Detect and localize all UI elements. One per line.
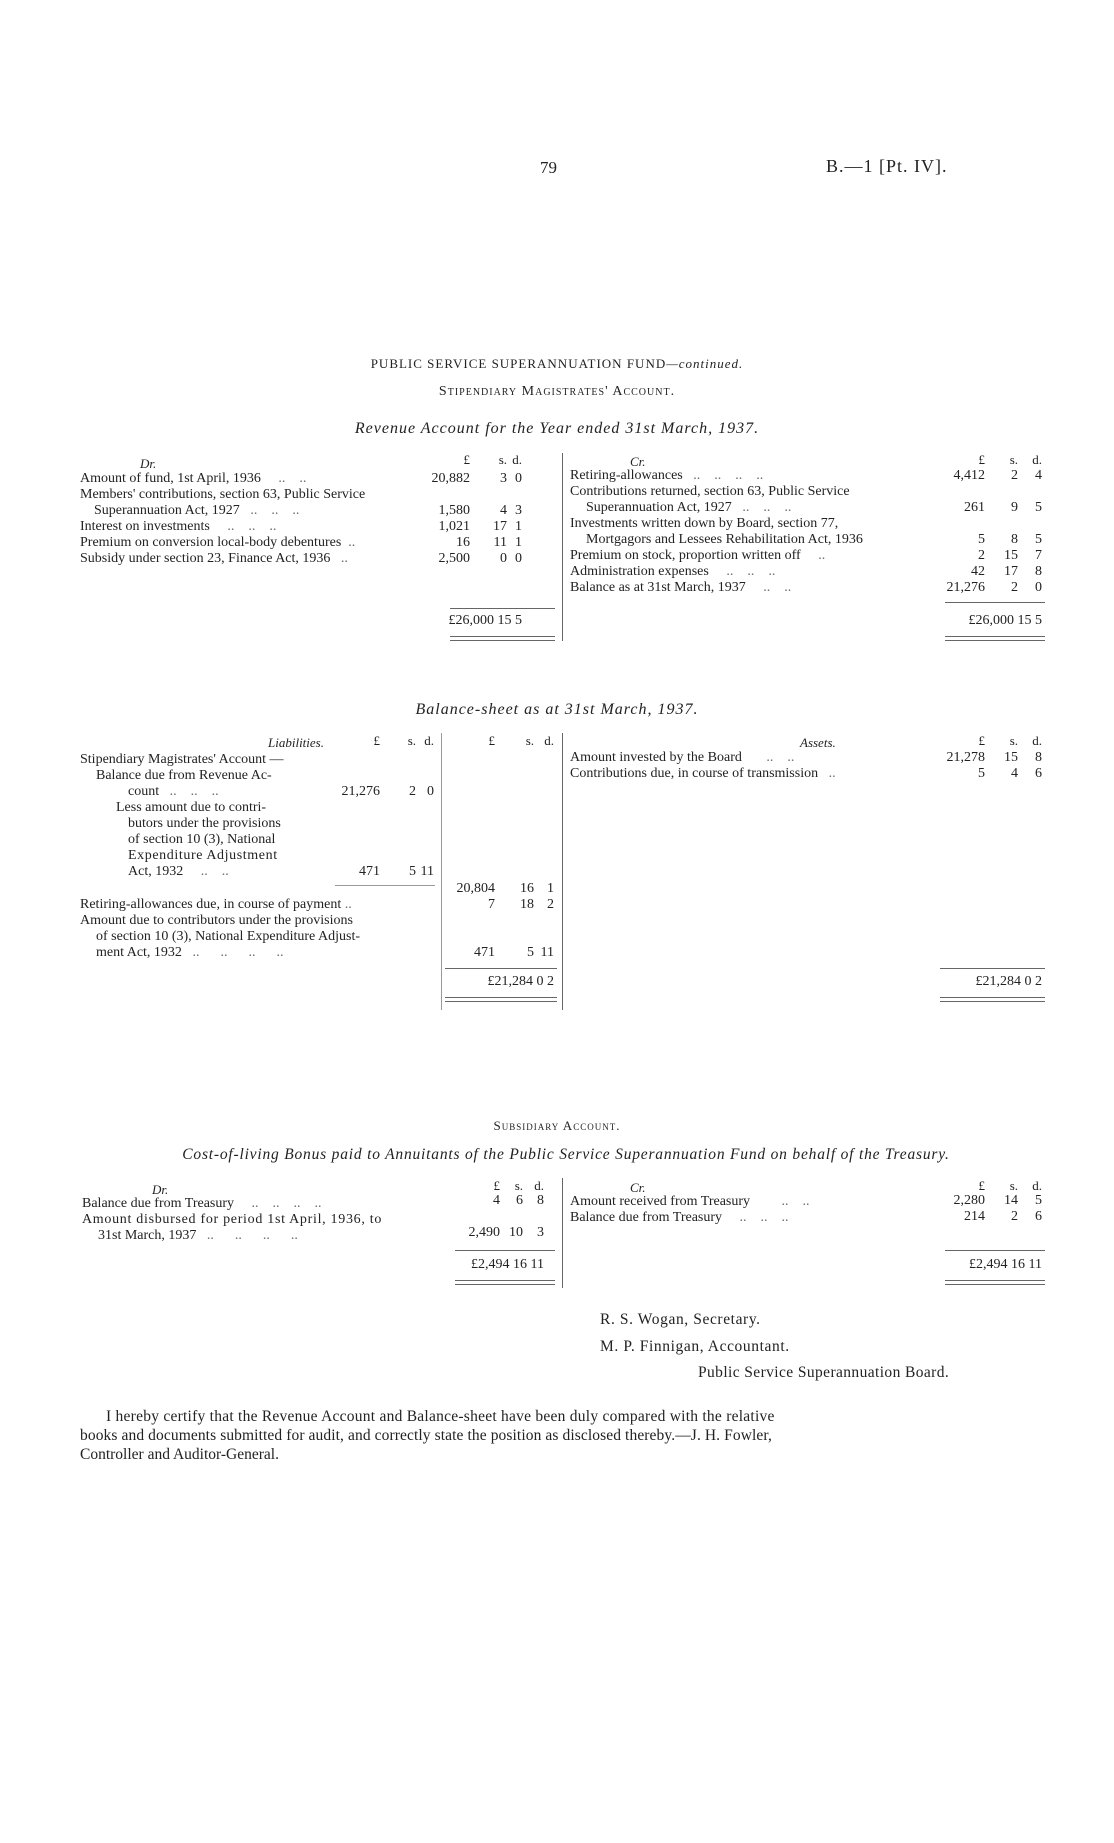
balance-liability-l: 471 xyxy=(474,945,495,960)
subsidiary-dr-d: 3 xyxy=(537,1225,544,1240)
subsidiary-cr-row: Amount received from Treasury .. .. xyxy=(570,1194,810,1209)
balance-liability-l: 471 xyxy=(359,864,380,879)
revenue-title: Revenue Account for the Year ended 31st March, 1937. xyxy=(354,420,760,437)
revenue-cr-l: 2 xyxy=(978,548,985,563)
revenue-dr-total: £26,000 15 5 xyxy=(448,613,522,628)
page-number: 79 xyxy=(540,158,557,177)
subsidiary-cr-s: 14 xyxy=(1004,1193,1018,1208)
revenue-cr-d: 7 xyxy=(1035,548,1042,563)
revenue-dr-d: 0 xyxy=(515,551,522,566)
signature-board: Public Service Superannuation Board. xyxy=(698,1364,950,1381)
revenue-cr-d: 5 xyxy=(1035,532,1042,547)
revenue-cr-row: Premium on stock, proportion written off .. xyxy=(570,548,826,563)
subsidiary-cr-col-s: s. xyxy=(1009,1178,1018,1193)
subsidiary-dr-label: Dr. xyxy=(152,1182,169,1197)
balance-liability-total: £21,284 0 2 xyxy=(487,974,554,989)
revenue-dr-total-rule xyxy=(450,608,555,609)
revenue-cr-row: Mortgagors and Lessees Rehabilitation Act, 1936 xyxy=(586,532,863,547)
balance-liability-row: Amount due to contributors under the provisions xyxy=(80,913,353,928)
subsidiary-dr-l: 4 xyxy=(493,1193,500,1208)
balance-assets-total-rule xyxy=(940,968,1045,969)
subsidiary-dr-s: 10 xyxy=(509,1225,523,1240)
revenue-dr-row: Interest on investments .. .. .. xyxy=(80,519,277,534)
revenue-cr-row: Administration expenses .. .. .. xyxy=(570,564,776,579)
balance-asset-d: 8 xyxy=(1035,750,1042,765)
revenue-dr-s: 17 xyxy=(493,519,507,534)
balance-inner-col-s: s. xyxy=(407,733,416,748)
balance-liability-d: 2 xyxy=(547,897,554,912)
balance-liability-row: count .. .. .. xyxy=(128,784,219,799)
subsidiary-dr-total-rule xyxy=(455,1250,555,1251)
revenue-dr-s: 4 xyxy=(500,503,507,518)
revenue-dr-col-l: £ xyxy=(463,452,470,467)
subsidiary-cr-s: 2 xyxy=(1011,1209,1018,1224)
revenue-dr-s: 0 xyxy=(500,551,507,566)
subsidiary-dr-row: 31st March, 1937 .. .. .. .. xyxy=(98,1228,298,1243)
signature-secretary: R. S. Wogan, Secretary. xyxy=(600,1311,761,1328)
revenue-dr-l: 16 xyxy=(456,535,470,550)
balance-liability-row: Retiring-allowances due, in course of payment .. xyxy=(80,897,352,912)
revenue-cr-s: 2 xyxy=(1011,580,1018,595)
subsidiary-dr-col-s: s. xyxy=(514,1178,523,1193)
subsidiary-dr-total: £2,494 16 11 xyxy=(471,1257,544,1272)
balance-liability-subtotal-l: 20,804 xyxy=(456,881,495,896)
balance-asset-row: Contributions due, in course of transmission .. xyxy=(570,766,836,781)
revenue-cr-label: Cr. xyxy=(630,454,646,469)
subsidiary-dr-total-double-rule xyxy=(455,1280,555,1285)
subsidiary-cr-total: £2,494 16 11 xyxy=(969,1257,1042,1272)
revenue-cr-d: 4 xyxy=(1035,468,1042,483)
revenue-dr-total-double-rule xyxy=(450,636,555,641)
revenue-cr-s: 9 xyxy=(1011,500,1018,515)
balance-outer-col-d: d. xyxy=(544,733,554,748)
subsidiary-divider xyxy=(562,1178,563,1288)
signature-accountant: M. P. Finnigan, Accountant. xyxy=(600,1338,790,1355)
subsidiary-cr-label: Cr. xyxy=(630,1180,646,1195)
balance-liability-row: Expenditure Adjustment xyxy=(128,848,278,863)
revenue-cr-d: 0 xyxy=(1035,580,1042,595)
balance-liability-row: Balance due from Revenue Ac- xyxy=(96,768,272,783)
revenue-cr-col-s: s. xyxy=(1009,452,1018,467)
balance-liability-l: 7 xyxy=(488,897,495,912)
subsidiary-dr-d: 8 xyxy=(537,1193,544,1208)
certificate-line: I hereby certify that the Revenue Account and Balance-sheet have been duly compared with the relative xyxy=(106,1408,775,1425)
balance-inner-col-l: £ xyxy=(373,733,380,748)
revenue-dr-row: Amount of fund, 1st April, 1936 .. .. xyxy=(80,471,307,486)
balance-inner-col-d: d. xyxy=(424,733,434,748)
subsidiary-dr-row: Amount disbursed for period 1st April, 1936, to xyxy=(82,1212,383,1227)
subsidiary-cr-total-double-rule xyxy=(945,1280,1045,1285)
revenue-cr-row: Contributions returned, section 63, Public Service xyxy=(570,484,850,499)
balance-liability-total-rule xyxy=(445,968,557,969)
subsidiary-cr-row: Balance due from Treasury .. .. .. xyxy=(570,1210,789,1225)
revenue-cr-s: 17 xyxy=(1004,564,1018,579)
revenue-dr-row: Premium on conversion local-body debentures .. xyxy=(80,535,356,550)
revenue-dr-l: 2,500 xyxy=(438,551,470,566)
balance-liability-total-double-rule xyxy=(445,997,557,1002)
balance-asset-l: 21,278 xyxy=(946,750,985,765)
subsidiary-cr-d: 5 xyxy=(1035,1193,1042,1208)
subsidiary-heading: Subsidiary Account. xyxy=(493,1118,621,1133)
revenue-cr-row: Investments written down by Board, section 77, xyxy=(570,516,839,531)
balance-outer-col-l: £ xyxy=(488,733,495,748)
revenue-cr-l: 261 xyxy=(964,500,985,515)
revenue-dr-l: 1,021 xyxy=(438,519,470,534)
balance-liability-subtotal-s: 16 xyxy=(520,881,534,896)
balance-asset-s: 15 xyxy=(1004,750,1018,765)
revenue-dr-row: Members' contributions, section 63, Public Service xyxy=(80,487,366,502)
balance-divider xyxy=(562,733,563,1010)
revenue-dr-s: 3 xyxy=(500,471,507,486)
revenue-cr-l: 5 xyxy=(978,532,985,547)
balance-liability-s: 18 xyxy=(520,897,534,912)
revenue-dr-d: 1 xyxy=(515,519,522,534)
balance-asset-row: Amount invested by the Board .. .. xyxy=(570,750,795,765)
revenue-dr-label: Dr. xyxy=(140,456,157,471)
balance-liability-row: Stipendiary Magistrates' Account — xyxy=(80,752,284,767)
revenue-dr-s: 11 xyxy=(493,535,507,550)
balance-assets-col-d: d. xyxy=(1032,733,1042,748)
revenue-dr-l: 1,580 xyxy=(438,503,470,518)
balance-liability-d: 11 xyxy=(540,945,554,960)
revenue-cr-s: 8 xyxy=(1011,532,1018,547)
account-title: Stipendiary Magistrates' Account. xyxy=(438,384,676,399)
revenue-cr-d: 8 xyxy=(1035,564,1042,579)
subsidiary-cr-d: 6 xyxy=(1035,1209,1042,1224)
subsidiary-cr-total-rule xyxy=(945,1250,1045,1251)
balance-assets-label: Assets. xyxy=(800,735,836,750)
revenue-dr-d: 3 xyxy=(515,503,522,518)
revenue-cr-d: 5 xyxy=(1035,500,1042,515)
balance-inner-rule xyxy=(335,885,435,886)
revenue-cr-l: 4,412 xyxy=(953,468,985,483)
revenue-dr-row: Superannuation Act, 1927 .. .. .. xyxy=(94,503,300,518)
subsidiary-cr-col-l: £ xyxy=(978,1178,985,1193)
subsidiary-dr-col-l: £ xyxy=(493,1178,500,1193)
revenue-cr-row: Superannuation Act, 1927 .. .. .. xyxy=(586,500,792,515)
subsidiary-dr-s: 6 xyxy=(516,1193,523,1208)
balance-liability-l: 21,276 xyxy=(341,784,380,799)
subsidiary-cr-l: 214 xyxy=(964,1209,985,1224)
revenue-cr-l: 42 xyxy=(971,564,985,579)
revenue-cr-row: Retiring-allowances .. .. .. .. xyxy=(570,468,764,483)
document-reference: B.—1 [Pt. IV]. xyxy=(826,156,948,176)
balance-liability-s: 5 xyxy=(527,945,534,960)
balance-outer-col-s: s. xyxy=(525,733,534,748)
balance-liability-row: butors under the provisions xyxy=(128,816,281,831)
balance-liability-s: 5 xyxy=(409,864,416,879)
revenue-dr-d: 1 xyxy=(515,535,522,550)
fund-title-text: PUBLIC SERVICE SUPERANNUATION FUND xyxy=(370,356,667,371)
revenue-dr-col-d: d. xyxy=(512,452,522,467)
subsidiary-title: Cost-of-living Bonus paid to Annuitants of the Public Service Superannuation Fund on behalf of the Treasury. xyxy=(182,1146,950,1163)
revenue-dr-d: 0 xyxy=(515,471,522,486)
balance-liability-subtotal-d: 1 xyxy=(547,881,554,896)
balance-liability-row: of section 10 (3), National xyxy=(128,832,276,847)
balance-assets-col-l: £ xyxy=(978,733,985,748)
balance-asset-s: 4 xyxy=(1011,766,1018,781)
certificate-line: books and documents submitted for audit, and correctly state the position as disclosed thereby.—J. H. Fowler, xyxy=(80,1427,772,1444)
revenue-cr-l: 21,276 xyxy=(946,580,985,595)
revenue-cr-total-double-rule xyxy=(945,636,1045,641)
revenue-dr-col-s: s. xyxy=(498,452,507,467)
revenue-cr-total-rule xyxy=(945,602,1045,603)
balance-liability-row: Less amount due to contri- xyxy=(116,800,267,815)
subsidiary-dr-row: Balance due from Treasury .. .. .. .. xyxy=(82,1196,322,1211)
subsidiary-dr-l: 2,490 xyxy=(468,1225,500,1240)
subsidiary-cr-l: 2,280 xyxy=(953,1193,985,1208)
fund-title-suffix: —continued. xyxy=(666,356,744,371)
revenue-divider xyxy=(562,453,563,641)
revenue-dr-l: 20,882 xyxy=(431,471,470,486)
balance-liability-d: 0 xyxy=(427,784,434,799)
revenue-cr-row: Balance as at 31st March, 1937 .. .. xyxy=(570,580,792,595)
balance-liability-row: ment Act, 1932 .. .. .. .. xyxy=(96,945,284,960)
revenue-cr-col-l: £ xyxy=(978,452,985,467)
balance-asset-l: 5 xyxy=(978,766,985,781)
balance-liability-d: 11 xyxy=(420,864,434,879)
balance-asset-d: 6 xyxy=(1035,766,1042,781)
balance-assets-col-s: s. xyxy=(1009,733,1018,748)
balance-title: Balance-sheet as at 31st March, 1937. xyxy=(415,701,699,718)
balance-liab-col-divider xyxy=(441,733,442,1010)
balance-liability-s: 2 xyxy=(409,784,416,799)
fund-title xyxy=(0,356,1114,372)
revenue-cr-s: 2 xyxy=(1011,468,1018,483)
subsidiary-dr-col-d: d. xyxy=(534,1178,544,1193)
revenue-cr-total: £26,000 15 5 xyxy=(968,613,1042,628)
balance-assets-total-double-rule xyxy=(940,997,1045,1002)
subsidiary-cr-col-d: d. xyxy=(1032,1178,1042,1193)
revenue-dr-row: Subsidy under section 23, Finance Act, 1936 .. xyxy=(80,551,348,566)
certificate-line: Controller and Auditor-General. xyxy=(80,1446,279,1463)
balance-liabilities-label: Liabilities. xyxy=(268,735,324,750)
balance-liability-row: of section 10 (3), National Expenditure Adjust- xyxy=(96,929,360,944)
balance-assets-total: £21,284 0 2 xyxy=(975,974,1042,989)
revenue-cr-s: 15 xyxy=(1004,548,1018,563)
balance-liability-row: Act, 1932 .. .. xyxy=(128,864,229,879)
revenue-cr-col-d: d. xyxy=(1032,452,1042,467)
